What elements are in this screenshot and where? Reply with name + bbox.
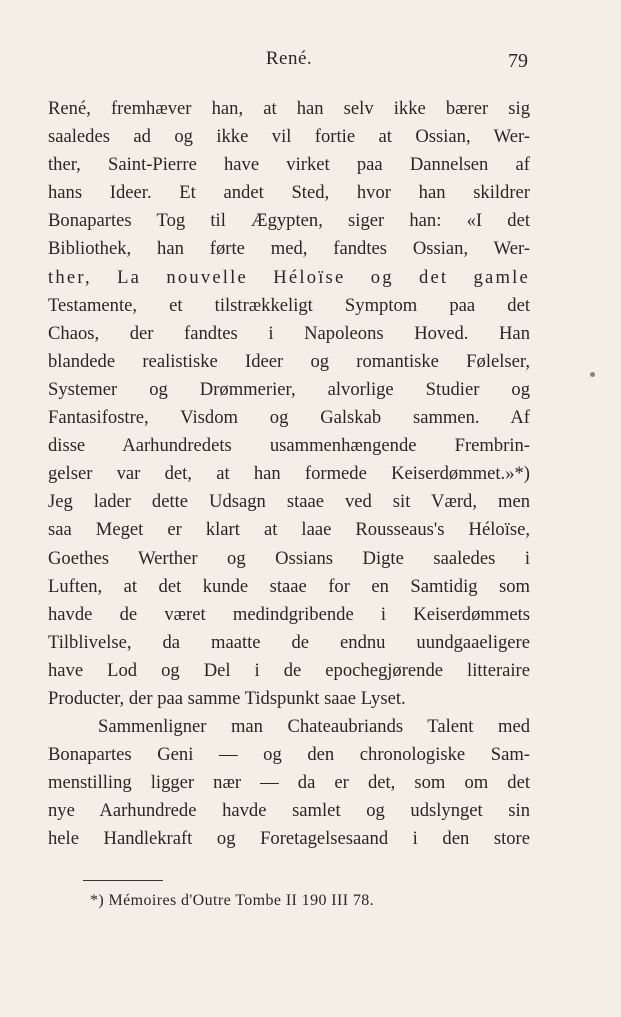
page-number: 79 bbox=[508, 50, 528, 72]
text-line: hans Ideer. Et andet Sted, hvor han skildrer bbox=[48, 182, 530, 204]
text-line: Systemer og Drømmerier, alvorlige Studier og bbox=[48, 378, 530, 400]
text-line: havde de været medindgribende i Keiserdømmets bbox=[48, 603, 530, 625]
text-line: Tilblivelse, da maatte de endnu uundgaaeligere bbox=[48, 631, 530, 653]
text-line: menstilling ligger nær — da er det, som om det bbox=[48, 772, 530, 794]
text-line: Jeg lader dette Udsagn staae ved sit Værd, men bbox=[48, 491, 530, 513]
text-line: nye Aarhundrede havde samlet og udslynget sin bbox=[48, 800, 530, 822]
body-text bbox=[48, 95, 530, 854]
text-line: Goethes Werther og Ossians Digte saaledes i bbox=[48, 547, 530, 569]
footnote: *) Mémoires d'Outre Tombe II 190 III 78. bbox=[90, 892, 375, 909]
text-line: gelser var det, at han formede Keiserdømmet.»*) bbox=[48, 463, 530, 485]
text-line: Fantasifostre, Visdom og Galskab sammen. Af bbox=[48, 407, 530, 429]
text-line: Bonapartes Geni — og den chronologiske Sam- bbox=[48, 744, 530, 766]
text-line: Bibliothek, han førte med, fandtes Ossian, Wer- bbox=[48, 238, 530, 260]
text-line: saa Meget er klart at laae Rousseaus's Héloïse, bbox=[48, 519, 530, 541]
text-line: disse Aarhundredets usammenhængende Frembrin- bbox=[48, 435, 530, 457]
text-line: ther, Saint-Pierre have virket paa Dannelsen af bbox=[48, 154, 530, 176]
text-line: Chaos, der fandtes i Napoleons Hoved. Han bbox=[48, 322, 530, 344]
text-line: ther, La nouvelle Héloïse og det gamle bbox=[48, 266, 530, 288]
running-head bbox=[48, 48, 530, 76]
text-line: Producter, der paa samme Tidspunkt saae Lyset. bbox=[48, 687, 406, 709]
text-line: Luften, at det kunde staae for en Samtidig som bbox=[48, 575, 530, 597]
footnote-rule bbox=[83, 880, 163, 881]
text-line: Bonapartes Tog til Ægypten, siger han: «I det bbox=[48, 210, 530, 232]
running-title: René. bbox=[265, 48, 313, 69]
text-line: René, fremhæver han, at han selv ikke bærer sig bbox=[48, 98, 530, 119]
text-line: Sammenligner man Chateaubriands Talent med bbox=[98, 716, 530, 738]
text-line: have Lod og Del i de epochegjørende litteraire bbox=[48, 659, 530, 681]
text-line: saaledes ad og ikke vil fortie at Ossian, Wer- bbox=[48, 126, 530, 148]
paper-speck bbox=[590, 372, 595, 377]
text-line: Testamente, et tilstrækkeligt Symptom paa det bbox=[48, 294, 530, 316]
text-line: blandede realistiske Ideer og romantiske Følelser, bbox=[48, 350, 530, 372]
text-line: hele Handlekraft og Foretagelsesaand i den store bbox=[48, 828, 530, 850]
